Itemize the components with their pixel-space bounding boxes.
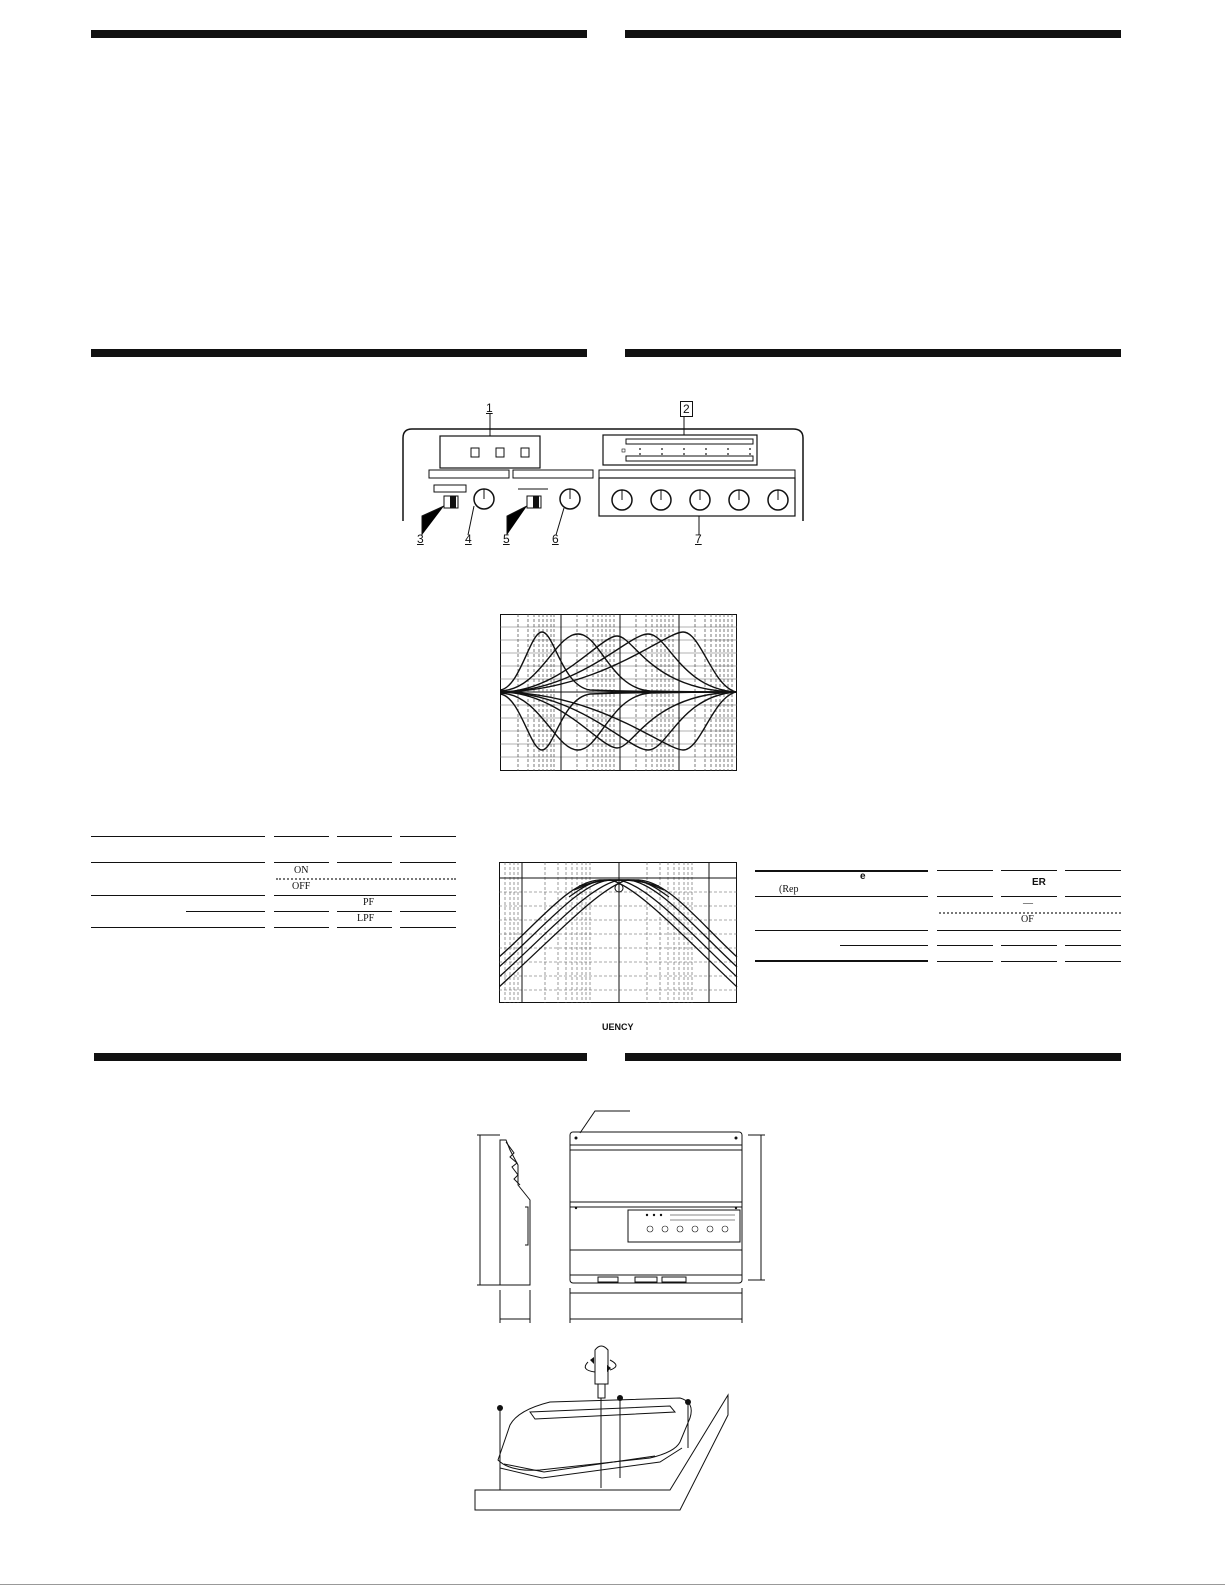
table-left-cell-on: ON bbox=[294, 865, 309, 876]
table-left-row-rule-1b bbox=[274, 895, 456, 896]
table-right-top-rule-4 bbox=[1065, 870, 1121, 871]
table-right-top-rule-2 bbox=[937, 870, 993, 871]
table-left-row-rule-2c bbox=[337, 911, 392, 912]
callout-5: 5 bbox=[503, 532, 510, 546]
section-rule-low-right bbox=[625, 1053, 1121, 1061]
table-left-bottom-rule-3 bbox=[337, 927, 392, 928]
section-rule-low-left bbox=[94, 1053, 587, 1061]
table-left-row-rule-1a bbox=[91, 895, 265, 896]
table-right-head-rule-2 bbox=[937, 896, 993, 897]
callout-2: 2 bbox=[680, 401, 693, 417]
table-right-bottom-rule-2 bbox=[937, 961, 993, 962]
table-right-top-rule-1 bbox=[755, 870, 928, 872]
table-right-head-e: e bbox=[860, 871, 866, 882]
table-right-head-rule-3 bbox=[1001, 896, 1057, 897]
mounting-illustration bbox=[470, 1340, 740, 1520]
table-right-row-rule-2b bbox=[937, 945, 993, 946]
table-left-top-rule-4 bbox=[400, 836, 456, 837]
control-panel-illustration bbox=[400, 398, 810, 548]
table-left-head-rule-4 bbox=[400, 862, 456, 863]
table-left-top-rule-2 bbox=[274, 836, 329, 837]
callout-6: 6 bbox=[552, 532, 559, 546]
table-right-head-rule-1 bbox=[755, 896, 928, 897]
table-left-top-rule-1 bbox=[91, 836, 265, 837]
table-left-row-rule-2b bbox=[274, 911, 329, 912]
table-left-dotted-divider bbox=[276, 878, 456, 880]
table-left-head-rule-1 bbox=[91, 862, 265, 863]
table-left-bottom-rule-1 bbox=[91, 927, 265, 928]
table-right-cell-of: OF bbox=[1021, 914, 1034, 925]
table-right-head-rep: (Rep bbox=[779, 884, 799, 895]
table-left-row-rule-2a bbox=[186, 911, 265, 912]
table-right-bottom-rule-4 bbox=[1065, 961, 1121, 962]
unit-dimension-drawing bbox=[470, 1105, 780, 1330]
table-left-row-rule-2d bbox=[400, 911, 456, 912]
table-left-head-rule-2 bbox=[274, 862, 329, 863]
table-right-bottom-rule-3 bbox=[1001, 961, 1057, 962]
callout-7: 7 bbox=[695, 532, 702, 546]
table-right-row-rule-2c bbox=[1001, 945, 1057, 946]
section-rule-mid-right bbox=[625, 349, 1121, 357]
eq-response-graph bbox=[500, 614, 738, 772]
callout-3: 3 bbox=[417, 532, 424, 546]
callout-4: 4 bbox=[465, 532, 472, 546]
table-left-top-rule-3 bbox=[337, 836, 392, 837]
table-right-cell-dash: — bbox=[1023, 898, 1033, 909]
crossover-response-graph bbox=[499, 862, 739, 1004]
table-right-row-rule-1b bbox=[937, 930, 1121, 931]
table-right-top-rule-3 bbox=[1001, 870, 1057, 871]
table-right-row-rule-1a bbox=[755, 930, 928, 931]
table-right-row-rule-2d bbox=[1065, 945, 1121, 946]
section-rule-top-right bbox=[625, 30, 1121, 38]
section-rule-mid-left bbox=[91, 349, 587, 357]
table-left-bottom-rule-2 bbox=[274, 927, 329, 928]
section-rule-top-left bbox=[91, 30, 587, 38]
table-right-bottom-rule-1 bbox=[755, 960, 928, 962]
table-right-head-er: ER bbox=[1032, 877, 1046, 888]
table-left-cell-pf: PF bbox=[363, 897, 375, 908]
table-left-head-rule-3 bbox=[337, 862, 392, 863]
table-right-head-rule-4 bbox=[1065, 896, 1121, 897]
graph-bottom-axis-caption: UENCY bbox=[602, 1022, 634, 1032]
callout-1: 1 bbox=[486, 401, 493, 415]
table-left-cell-off: OFF bbox=[292, 881, 311, 892]
table-left-bottom-rule-4 bbox=[400, 927, 456, 928]
table-right-row-rule-2a bbox=[840, 945, 928, 946]
table-left-cell-lpf: LPF bbox=[357, 913, 375, 924]
